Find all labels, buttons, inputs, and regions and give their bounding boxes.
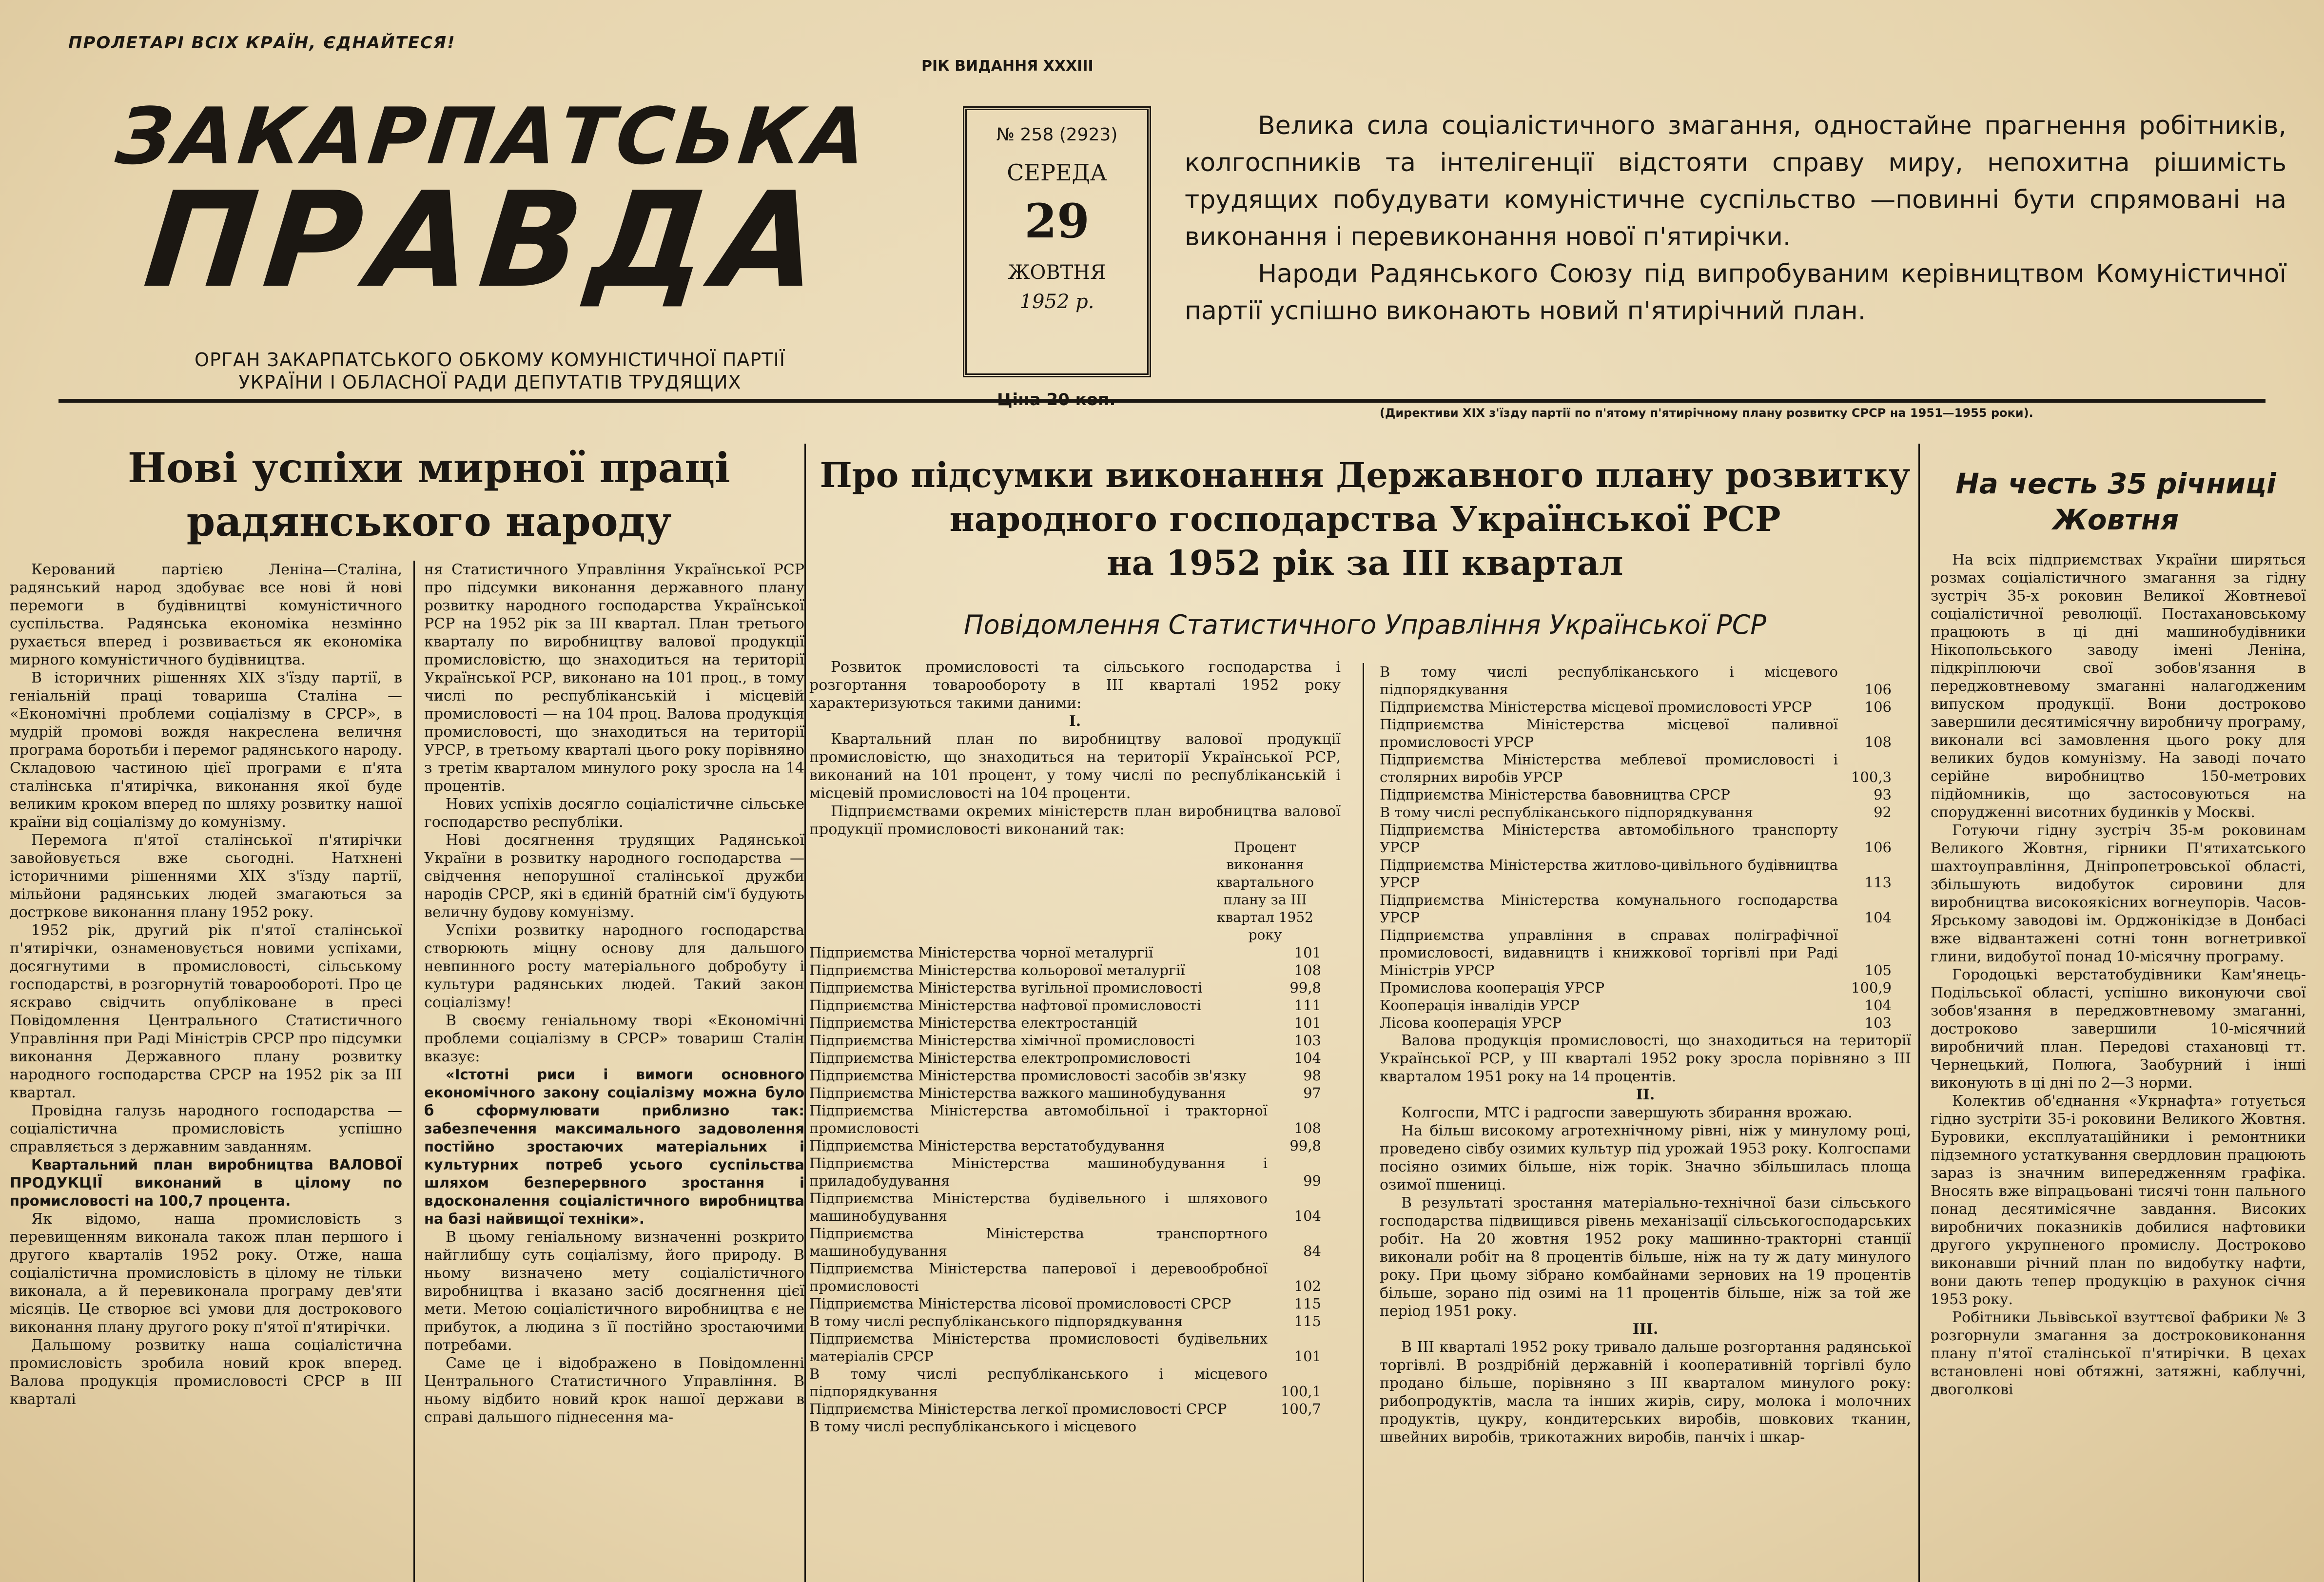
row-value: 105 — [1864, 962, 1892, 978]
row-label: В тому числі республіканського і місцевого підпорядкування — [809, 1366, 1268, 1400]
table-row — [809, 1418, 1341, 1435]
paragraph: Валова продукція промисловості, що знаходиться на території Української РСР, у III кварталі 1952 року зросла порівняно з III кварталом 1951 року на 14 процентів. — [1380, 1032, 1911, 1085]
column-divider — [1918, 444, 1920, 1582]
row-label: Лісова кооперація УРСР — [1380, 1015, 1562, 1031]
row-label: Підприємства Міністерства кольорової металургії — [809, 962, 1185, 978]
paragraph: 1952 рік, другий рік п'ятої сталінської п'ятирічки, ознаменовується новими успіхами, досягнутими в промисловості, сільському господарстві, в розгорнутій товарообороті. Про це яскраво свідчить опубліковане в пресі Повідомлення Центрального Статистичного Управління при Раді Міністрів СРСР про підсумки виконання Державного плану розвитку народного господарства СРСР на 1952 рік за III квартал. — [10, 922, 402, 1101]
table-row — [1380, 751, 1911, 786]
epigraph-paragraph-1: Велика сила соціалістичного змагання, одностайне прагнення робітників, колгоспників та інтелігенції відстояти справу миру, непохитна рішимість трудящих побудувати комуністичне суспільство —повинні бути спрямовані на виконання і перевиконання нової п'ятирічки. — [1185, 111, 2286, 252]
paragraph: Нові досягнення трудящих Радянської України в розвитку народного господарства — свідчення непорушної сталінської дружби народів СРСР, які в єдиній братній сім'ї будують величну будову комунізму. — [424, 832, 804, 921]
report-title-line-3: на 1952 рік за III квартал — [1107, 543, 1623, 583]
row-label: Підприємства Міністерства машинобудування і приладобудування — [809, 1155, 1268, 1189]
section-number: III. — [1632, 1321, 1659, 1338]
row-label: Підприємства Міністерства електростанцій — [809, 1015, 1138, 1031]
issue-number: № 258 (2923) — [996, 125, 1118, 145]
row-label: Кооперація інвалідів УРСР — [1380, 997, 1580, 1014]
row-label: Підприємства Міністерства місцевої промисловості УРСР — [1380, 699, 1812, 715]
epigraph-paragraph-2: Народи Радянського Союзу під випробуваним керівництвом Комуністичної партії успішно виконають новий п'ятирічний план. — [1185, 259, 2286, 326]
table-row — [1380, 698, 1911, 716]
table-row — [809, 1260, 1341, 1295]
row-value: 104 — [1294, 1050, 1321, 1066]
paragraph: В історичних рішеннях XIX з'їзду партії, в геніальній праці товариша Сталіна — «Економічні проблеми соціалізму в СРСР», в мудрій промові вождя накреслена величня програма боротьби і перемог радянського народу. Складовою частиною цієї програми є п'ята сталінська п'ятирічка, виконання якої буде великим кроком вперед по шляху розвитку нашої країни від соціалізму до комунізму. — [10, 669, 402, 831]
table-row — [1380, 716, 1911, 751]
row-value: 106 — [1864, 699, 1892, 715]
row-value: 115 — [1294, 1313, 1321, 1329]
table-row — [809, 961, 1341, 979]
row-label: Підприємства Міністерства автомобільного транспорту УРСР — [1380, 821, 1838, 856]
epigraph-source: (Директиви XIX з'їзду партії по п'ятому п'ятирічному плану розвитку СРСР на 1951—1955 роки). — [1380, 406, 2033, 420]
row-value: 108 — [1864, 734, 1892, 750]
paragraph: Нових успіхів досягло соціалістичне сільське господарство республіки. — [424, 796, 804, 831]
issue-box — [963, 106, 1151, 377]
row-value: 106 — [1864, 681, 1892, 698]
epigraph — [1185, 107, 2286, 330]
row-label: Підприємства Міністерства нафтової промисловості — [809, 997, 1202, 1014]
row-value: 92 — [1874, 804, 1892, 820]
table-row — [1380, 803, 1911, 821]
paragraph: Колектив об'єднання «Укрнафта» готується гідно зустріти 35-і роковини Великого Жовтня. Буровики, експлуатаційники і ремонтники підземного устаткування свердловин працюють зараз із значним випередженням графіка. Вносять вже віпрацьовані тисячі тонн пального понад десятимісячне завдання. Високих виробничих показників добилися нафтовики другого укрупненого промислу. Достроково виконавши річний план по видобутку нафти, вони дають тепер продукцію в рахунок січня 1953 року. — [1931, 1093, 2306, 1308]
paragraph: В результаті зростання матеріально-технічної бази сільського господарства підвищився рівень механізації сільськогосподарських робіт. На 20 жовтня 1952 року машинно-тракторні станції виконали робіт на 8 процентів більше, ніж на ту ж дату минулого року. При цьому зібрано комбайнами зернових на 19 процентів більше, зорано під озимі на 11 процентів більше, ніж за той же період 1951 року. — [1380, 1194, 1911, 1320]
table-row — [1380, 786, 1911, 803]
row-value: 113 — [1864, 874, 1892, 891]
paragraph: В цьому геніальному визначенні розкрито найглибшу суть соціалізму, його природу. В ньому визначено мету соціалістичного виробництва і вказано засіб досягнення цієї мети. Метою соціалістичного виробництва є не прибуток, а людина з її постійно зростаючими потребами. — [424, 1229, 804, 1354]
table-row — [809, 944, 1341, 961]
table-row — [809, 1049, 1341, 1067]
row-value: 101 — [1294, 1015, 1321, 1031]
paragraph: В III кварталі 1952 року тривало дальше розгортання радянської торгівлі. В роздрібній державній і кооперативній торгівлі було продано більше, порівняно з III кварталом минулого року: рибопродуктів, масла та інших жирів, сиру, молока і молочних продуктів, цукру, кондитерських виробів, шовкових тканин, швейних виробів, трикотажних виробів, панчіх і шкар- — [1380, 1339, 1911, 1446]
row-value: 99,8 — [1289, 979, 1321, 996]
row-label: Підприємства Міністерства промисловості будівельних матеріалів СРСР — [809, 1330, 1268, 1365]
table-row — [809, 1102, 1341, 1137]
paragraph: Провідна галузь народного господарства — соціалістична промисловість успішно справляється з державним завданням. — [10, 1102, 402, 1155]
row-label: Підприємства Міністерства автомобільної і тракторної промисловості — [809, 1102, 1268, 1136]
row-label: В тому числі республіканського підпорядкування — [1380, 804, 1753, 820]
row-value: 103 — [1294, 1032, 1321, 1049]
paragraph: Розвиток промисловості та сільського господарства і розгортання товарообороту в III кварталі 1952 року характеризуються такими даними: — [809, 659, 1341, 712]
table-row — [809, 1225, 1341, 1260]
table-row — [1380, 979, 1911, 996]
row-value: 101 — [1294, 1348, 1321, 1365]
paragraph: Керований партією Леніна—Сталіна, радянський народ здобуває все нові й нові перемоги в будівництві комуністичного суспільства. Радянська економіка незмінно рухається вперед і розвивається як економіка мирного комуністичного будівництва. — [10, 561, 402, 668]
row-label: Підприємства Міністерства верстатобудування — [809, 1137, 1165, 1154]
table-column-header: Процент виконання квартального плану за III квартал 1952 року — [1216, 839, 1314, 943]
masthead-rule — [59, 399, 2265, 403]
table-row — [809, 1312, 1341, 1330]
table-row — [809, 1014, 1341, 1032]
paragraph: На всіх підприємствах України ширяться розмах соціалістичного змагання за гідну зустріч 35-х роковин Великої Жовтневої соціалістичної революції. Постахановському працюють в ці дні машинобудівники Нікопольського заводу імені Леніна, підкріплюючи свої зобов'язання в переджовтневому змаганні налагодженим випуском продукції. Вони достроково завершили десятимісячну виробничу програму, виконали всі замовлення цього року для великих будов комунізму. На заводі почато серійне виробництво 150-метрових підйомників, що застосовуються на спорудженні висотних будинків у Москві. — [1931, 551, 2306, 821]
title-line-1: ЗАКАРПАТСЬКА — [112, 91, 874, 182]
row-label: В тому числі республіканського і місцевого підпорядкування — [1380, 664, 1838, 698]
report-column-right — [1380, 663, 1911, 1582]
row-label: Підприємства Міністерства паперової і деревообробної промисловості — [809, 1260, 1268, 1294]
row-label: В тому числі республіканського підпорядкування — [809, 1313, 1183, 1329]
row-value — [1268, 1418, 1341, 1435]
sidebar-title-line-1: На честь 35 річниці — [1955, 467, 2276, 500]
paragraph: Робітники Львівської взуттєвої фабрики № 3 розгорнули змагання за достроковиконання плану п'ятої сталінської п'ятирічки. В цехах встановлені нові обтяжні, затяжні, каблучні, двоголкові — [1931, 1309, 2306, 1398]
title-line-2: ПРАВДА — [138, 163, 835, 317]
sidebar-headline — [1926, 466, 2306, 538]
row-value: 99 — [1303, 1172, 1321, 1189]
report-subtitle: Повідомлення Статистичного Управління Української РСР — [964, 609, 1766, 640]
row-label: Підприємства Міністерства лісової промисловості СРСР — [809, 1295, 1231, 1312]
sidebar-column — [1931, 551, 2306, 1582]
organ-line-1: ОРГАН ЗАКАРПАТСЬКОГО ОБКОМУ КОМУНІСТИЧНОЇ ПАРТІЇ — [195, 349, 785, 371]
row-label: Підприємства Міністерства комунального господарства УРСР — [1380, 892, 1838, 926]
row-value: 108 — [1294, 962, 1321, 978]
row-value: 100,9 — [1851, 979, 1892, 996]
table-row — [1380, 821, 1911, 856]
paragraph: Як відомо, наша промисловість з перевищенням виконала також план першого і другого кварталів 1952 року. Отже, наша соціалістична промисловість в цілому не тільки виконала, а й перевиконала програму дев'яти місяців. Це створює всі умови для дострокового виконання плану другого року п'ятої п'ятирічки. — [10, 1211, 402, 1336]
row-label: Підприємства Міністерства бавовництва СРСР — [1380, 786, 1730, 803]
table-right — [1380, 663, 1911, 1032]
table-row — [809, 1365, 1341, 1400]
column-divider — [804, 444, 806, 1582]
report-column-left — [809, 658, 1341, 1582]
paragraph: Перемога п'ятої сталінської п'ятирічки завойовується вже сьогодні. Натхнені історичними рішеннями XIX з'їзду партії, мільйони радянських людей змагаються за достркове виконання плану 1952 року. — [10, 832, 402, 921]
table-row — [1380, 663, 1911, 698]
table-row — [809, 1084, 1341, 1102]
editorial-column-1 — [10, 561, 402, 1582]
column-divider — [1363, 663, 1364, 1582]
row-value: 101 — [1294, 944, 1321, 961]
row-label: Підприємства Міністерства місцевої паливної промисловості УРСР — [1380, 716, 1838, 750]
row-label: В тому числі республіканського і місцевого — [809, 1418, 1137, 1435]
row-label: Промислова кооперація УРСР — [1380, 979, 1605, 996]
column-divider — [413, 561, 415, 1582]
row-value: 103 — [1864, 1015, 1892, 1031]
editorial-headline — [73, 441, 785, 548]
row-label: Підприємства Міністерства електропромисловості — [809, 1050, 1191, 1066]
row-label: Підприємства Міністерства вугільної промисловості — [809, 979, 1203, 996]
table-row — [1380, 996, 1911, 1014]
table-row — [1380, 1014, 1911, 1032]
price: Ціна 20 коп. — [997, 390, 1116, 410]
row-label: Підприємства Міністерства чорної металургії — [809, 944, 1153, 961]
table-row — [809, 1032, 1341, 1049]
paragraph: Колгоспи, МТС і радгоспи завершують збирання врожаю. — [1401, 1104, 1853, 1121]
table-row — [809, 1330, 1341, 1365]
row-label: Підприємства Міністерства житлово-цивільного будівництва УРСР — [1380, 857, 1838, 891]
table-row — [809, 1137, 1341, 1154]
row-value: 108 — [1294, 1120, 1321, 1136]
table-row — [809, 1400, 1341, 1418]
row-value: 104 — [1294, 1208, 1321, 1224]
table-row — [1380, 891, 1911, 926]
issue-year: 1952 р. — [1019, 291, 1094, 313]
editorial-title-line-1: Нові успіхи мирної праці — [127, 444, 731, 492]
paragraph: Підприємствами окремих міністерств план виробництва валової продукції промисловості виконаний так: — [809, 803, 1341, 838]
row-value: 104 — [1864, 997, 1892, 1014]
row-value: 100,7 — [1280, 1401, 1321, 1417]
report-title-line-1: Про підсумки виконання Державного плану розвитку — [820, 455, 1911, 495]
row-value: 98 — [1303, 1067, 1321, 1084]
row-label: Підприємства Міністерства будівельного і шляхового машинобудування — [809, 1190, 1268, 1224]
row-value: 100,3 — [1851, 769, 1892, 785]
table-row — [1380, 926, 1911, 979]
paragraph: ня Статистичного Управління Української РСР про підсумки виконання державного плану розвитку народного господарства Української РСР на 1952 рік за III квартал. План третього кварталу по виробництву валової продукції промисловістю, що знаходиться на території Української РСР, виконано на 101 проц., в тому числі по республіканській і місцевій промисловості — на 104 проц. Валова продукція промисловості, що знаходиться на території УРСР, в третьому кварталі цього року порівняно з третім кварталом минулого року зросла на 14 процентів. — [424, 561, 804, 795]
row-value: 106 — [1864, 839, 1892, 856]
paragraph: В своєму геніальному творі «Економічні проблеми соціалізму в СРСР» товариш Сталін вказує: — [424, 1012, 804, 1065]
row-value: 115 — [1294, 1295, 1321, 1312]
table-left — [809, 944, 1341, 1435]
issue-weekday: СЕРЕДА — [1007, 159, 1107, 186]
row-value: 111 — [1294, 997, 1321, 1014]
table-row — [809, 996, 1341, 1014]
editorial-title-line-2: радянського народу — [186, 497, 672, 546]
table-row — [809, 1190, 1341, 1225]
bold-paragraph: Квартальний план виробництва ВАЛОВОЇ ПРОДУКЦІЇ виконаний в цілому по промисловості на 100,7 процента. — [10, 1156, 402, 1209]
paragraph: Успіхи розвитку народного господарства створюють міцну основу для дальшого невпинного росту матеріального добробуту і культури радянських людей. Такий закон соціалізму! — [424, 922, 804, 1011]
table-row — [1380, 856, 1911, 891]
row-value: 93 — [1874, 786, 1892, 803]
row-value: 100,1 — [1280, 1383, 1321, 1400]
issue-month: ЖОВТНЯ — [1008, 261, 1106, 284]
report-title-line-2: народного господарства Української РСР — [949, 499, 1781, 539]
table-row — [809, 979, 1341, 996]
paragraph: Дальшому розвитку наша соціалістична промисловість зробила новий крок вперед. Валова продукція промисловості СРСР в III кварталі — [10, 1337, 402, 1408]
section-number: І. — [1069, 713, 1081, 730]
row-label: Підприємства Міністерства хімічної промисловості — [809, 1032, 1195, 1049]
editorial-column-2 — [424, 561, 804, 1582]
row-label: Підприємства Міністерства важкого машинобудування — [809, 1085, 1226, 1101]
row-value: 104 — [1864, 909, 1892, 926]
paragraph: Готуючи гідну зустріч 35-м роковинам Великого Жовтня, гірники П'ятихатського шахтоуправління, Дніпропетровської області, збільшують видобуток сировини для виробництва високоякісних вогнеупорів. Часов-Ярському заводові ім. Орджонікідзе в Донбасі вже відвантажені сотні тонн вогнетривкої глини, видобутої понад 10-місячну програму. — [1931, 822, 2306, 965]
paragraph: Саме це і відображено в Повідомленні Центрального Статистичного Управління. В ньому відбито новий крок нашої держави в справі дальшого піднесення ма- — [424, 1355, 804, 1426]
row-label: Підприємства Міністерства легкої промисловості СРСР — [809, 1401, 1227, 1417]
row-value: 102 — [1294, 1278, 1321, 1294]
paragraph: Городоцькі верстатобудівники Кам'янець-Подільської області, успішно виконуючи свої зобов'язання в переджовтневому змаганні, достроково завершили 10-місячний виробничий план. Передові стахановці тт. Чернецький, Полюга, Заобурний і інші виконують в ці дні по 2—3 норми. — [1931, 966, 2306, 1092]
report-headline — [812, 453, 1918, 585]
issue-day: 29 — [1024, 194, 1090, 249]
row-value: 99,8 — [1289, 1137, 1321, 1154]
table-row — [809, 1067, 1341, 1084]
organ-line-2: УКРАЇНИ І ОБЛАСНОЇ РАДИ ДЕПУТАТІВ ТРУДЯЩИХ — [238, 371, 742, 393]
paragraph: На більш високому агротехнічному рівні, ніж у минулому році, проведено сівбу озимих культур під урожай 1953 року. Колгоспами посіяно озимих більше, ніж торік. Значно збільшилась площа озимої пшениці. — [1380, 1122, 1911, 1193]
row-label: Підприємства Міністерства меблевої промисловості і столярних виробів УРСР — [1380, 751, 1838, 785]
row-value: 97 — [1303, 1085, 1321, 1101]
paragraph: Квартальний план по виробництву валової продукції промисловістю, що знаходиться на території Української РСР, виконаний на 101 процент, у тому числі по республіканській і місцевій промисловості на 104 проценти. — [809, 731, 1341, 802]
sidebar-title-line-2: Жовтня — [2052, 503, 2179, 536]
organ-subtitle — [124, 349, 856, 393]
row-value: 84 — [1303, 1243, 1321, 1259]
row-label: Підприємства Міністерства промисловості засобів зв'язку — [809, 1067, 1247, 1084]
motto: ПРОЛЕТАРІ ВСІХ КРАЇН, ЄДНАЙТЕСЯ! — [68, 33, 456, 53]
masthead-logo — [112, 91, 874, 317]
year-of-publication: РІК ВИДАННЯ XXXIII — [921, 58, 1094, 75]
bold-quote: «Істотні риси і вимоги основного економічного закону соціалізму можна було б сформулювати приблизно так: забезпечення максимального задоволення постійно зростаючих матеріальних і культурних потреб усього суспільства шляхом безперервного зростання і вдосконалення соціалістичного виробництва на базі найвищої техніки». — [424, 1066, 804, 1227]
table-row — [809, 1154, 1341, 1190]
section-number: II. — [1636, 1086, 1655, 1103]
row-label: Підприємства управління в справах поліграфічної промисловості, видавництв і книжкової торгівлі при Раді Міністрів УРСР — [1380, 927, 1838, 978]
row-label: Підприємства Міністерства транспортного машинобудування — [809, 1225, 1268, 1259]
table-row — [809, 1295, 1341, 1312]
